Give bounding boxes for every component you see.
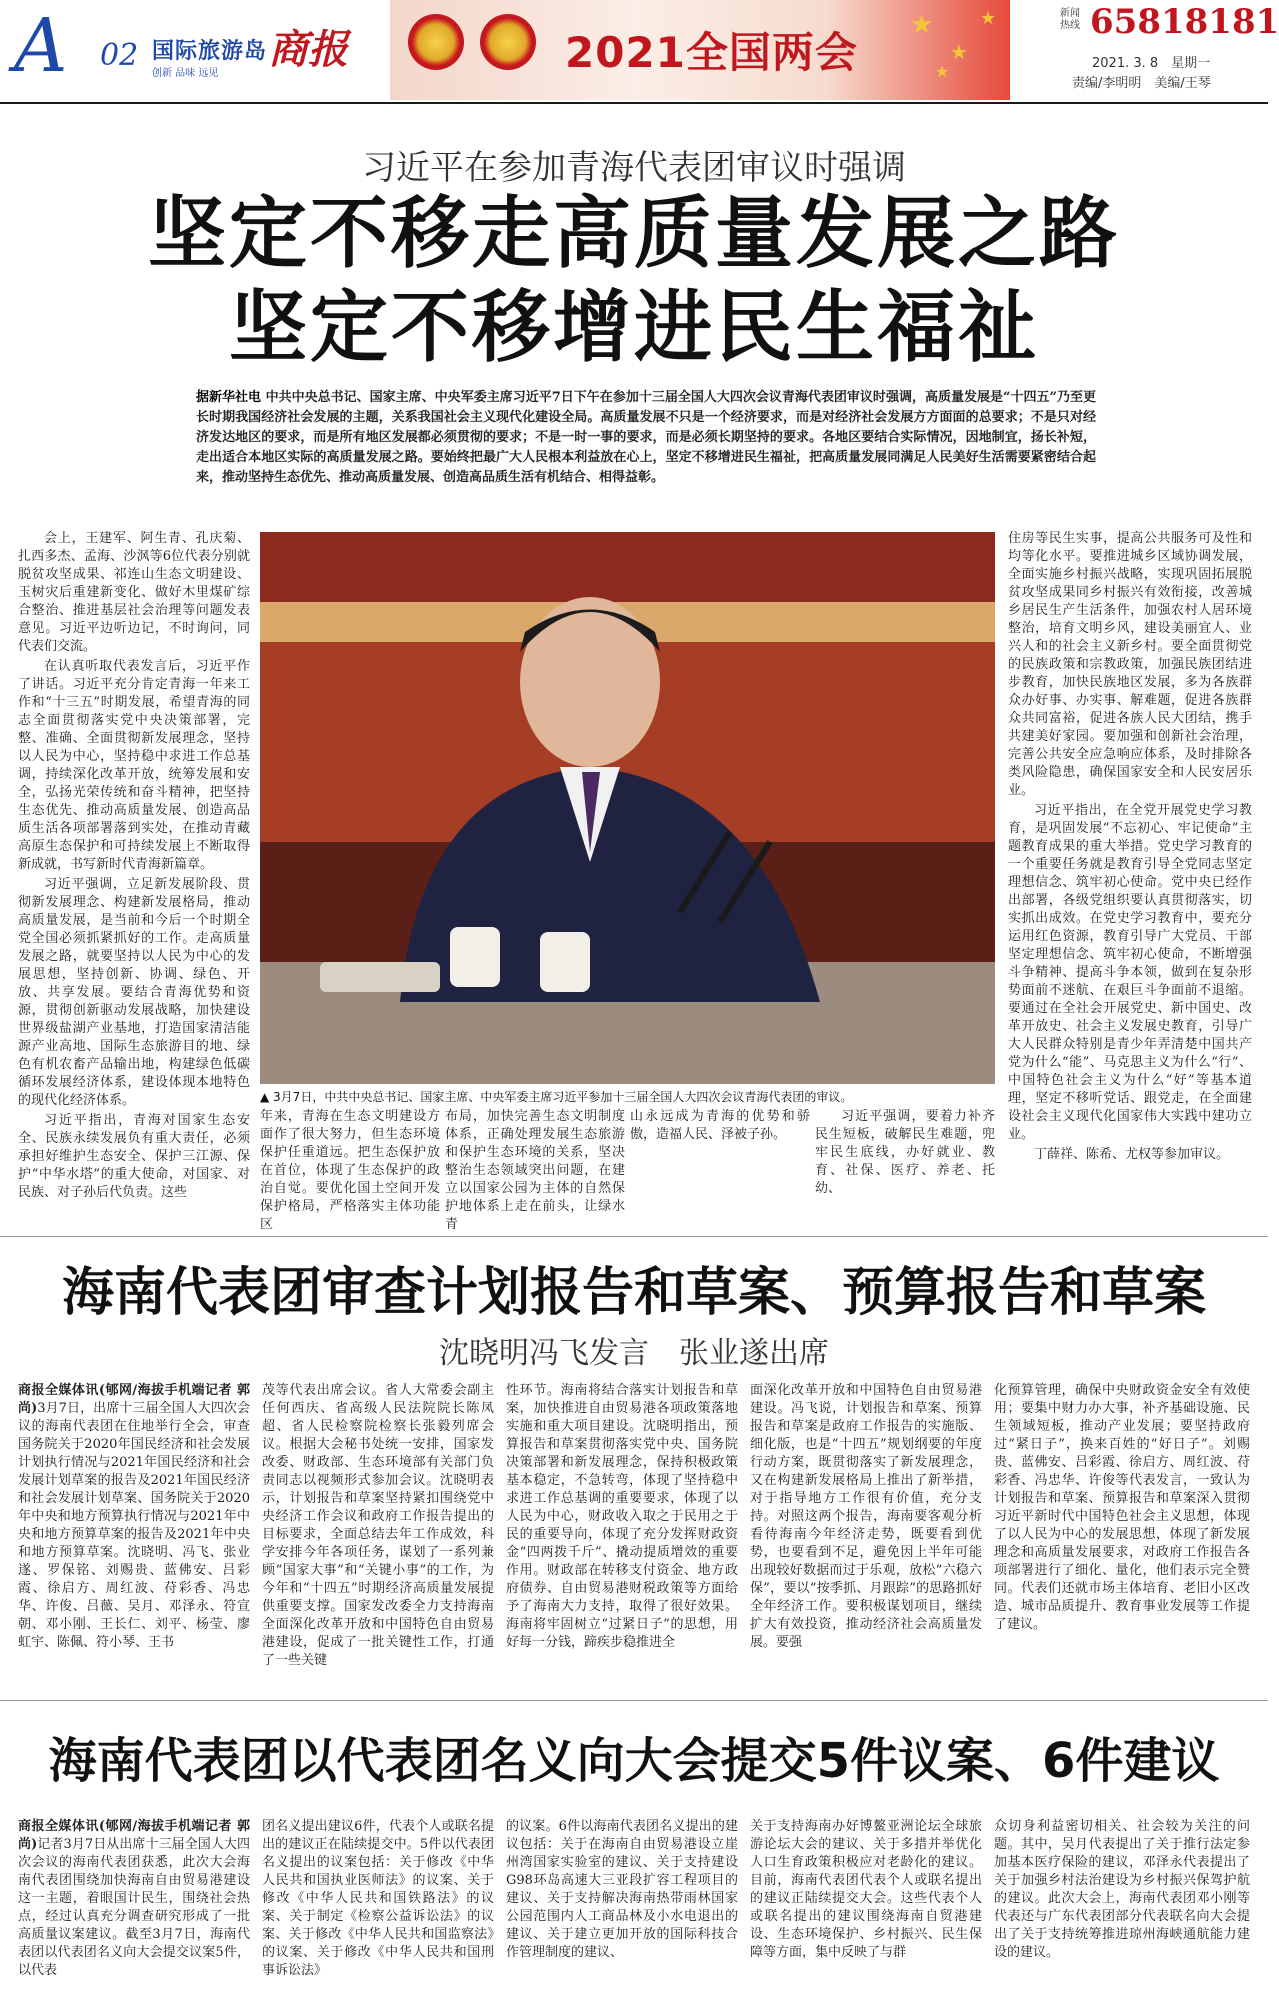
article3-title: 海南代表团以代表团名义向大会提交5件议案、6件建议 [48, 1733, 1220, 1789]
banner-title: 2021全国两会 [565, 28, 858, 77]
headline-line-1: 坚定不移走高质量发展之路 [147, 189, 1120, 279]
article1-col-b1 [260, 1108, 440, 1232]
photo-caption: ▲ 3月7日，中共中央总书记、国家主席、中央军委主席习近平参加十三届全国人大四次会议青海代表团的审议。 [260, 1090, 853, 1104]
paragraph: 面深化改革开放和中国特色自由贸易港建设。冯飞说，计划报告和草案、预算报告和草案是政府工作报告的实施版、细化版，也是“十四五”规划纲要的年度行动方案，既贯彻落实了新发展理念，又在构建新发展格局上推出了新举措，对于指导地方工作很有价值，充分支持。对照这两个报告，海南要客观分析看待海南今年经济走势，既要看到优势，也要看到不足，避免因上半年可能出现较好数据而过于乐观，放松“六稳六保”，要以“按季抓、月跟踪”的思路抓好全年经济工作。要积极谋划项目，继续扩大有效投资，推动经济社会高质量发展。要强 [750, 1383, 982, 1650]
paragraph: 3月7日，出席十三届全国人大四次会议的海南代表团在住地举行全会，审查国务院关于2020年国民经济和社会发展计划执行情况与2021年国民经济和社会发展计划草案的报告及2021年国民经济和社会发展计划草案、国务院关于2020年中央和地方预算执行情况与2021年中央和地方预算草案的报告及2021年中央和地方预算草案。沈晓明、冯飞、张业遂、罗保铭、刘赐贵、蓝佛安、吕彩霞、徐启方、周红波、苻彩香、冯忠华、许俊、吕薇、吴月、邓泽永、符宣朝、邓小刚、王长仁、刘平、杨莹、廖虹宇、陈佩、符小琴、王书 [18, 1401, 250, 1650]
article1-col-left [18, 530, 250, 1220]
headline-line-2: 坚定不移增进民生福祉 [228, 283, 1039, 373]
paragraph: 年来，青海在生态文明建设方面作了很大努力，但生态环境保护任重道远。把生态保护放在首位，体现了生态保护的政治自觉。要优化国土空间开发保护格局，严格落实主体功能区 [260, 1109, 440, 1232]
issue-date: 2021. 3. 8 星期一 [1092, 56, 1211, 71]
paragraph: 茂等代表出席会议。省人大常委会副主任何西庆、省高级人民法院院长陈凤超、省人民检察院检察长张毅列席会议。根据大会秘书处统一安排，国家发改委、财政部、生态环境部有关部门负责同志以视频形式参加会议。沈晓明表示，计划报告和草案坚持紧扣围绕党中央经济工作会议和政府工作报告提出的目标要求，全面总结去年工作成效，科学安排今年各项任务，谋划了一系列兼顾“国家大事”和“关键小事”的工作，为今年和“十四五”时期经济高质量发展提供重要支撑。国家发改委全力支持海南全面深化改革开放和中国特色自由贸易港建设，促成了一批关键性工作，打通了一些关键 [262, 1383, 494, 1668]
editor-credits: 责编/李明明 美编/王琴 [1072, 76, 1211, 91]
paper-tagline: 创新 品味 远见 [152, 68, 219, 79]
star-icon: ★ [910, 10, 934, 40]
lead-source: 据新华社电 [196, 390, 262, 405]
paragraph: 在认真听取代表发言后，习近平作了讲话。习近平充分肯定青海一年来工作和“十三五”时期发展，希望青海的同志全面贯彻落实党中央决策部署，完整、准确、全面贯彻新发展理念，坚持以人民为中心，坚持稳中求进工作总基调，持续深化改革开放，统筹发展和安全，弘扬光荣传统和奋斗精神，把坚持生态优先、推动高质量发展、创造高品质生活各项部署落到实处，在推动青藏高原生态保护和可持续发展上不断取得新成就，书写新时代青海新篇章。 [18, 659, 250, 872]
paragraph: 丁薛祥、陈希、尤权等参加审议。 [1034, 1147, 1230, 1162]
paragraph: 团名义提出建议6件，代表个人或联名提出的建议正在陆续提交中。5件以代表团名义提出的议案包括：关于修改《中华人民共和国执业医师法》的议案、关于修改《中华人民共和国铁路法》的议案、关于制定《检察公益诉讼法》的议案、关于修改《中华人民共和国监察法》的议案、关于修改《中华人民共和国刑事诉讼法》 [262, 1819, 494, 1978]
paragraph: 会上，王建军、阿生青、孔庆菊、扎西多杰、孟海、沙沨等6位代表分别就脱贫攻坚成果、祁连山生态文明建设、玉树灾后重建新变化、做好木里煤矿综合整治、推进基层社会治理等问题发表意见。习近平边听边记，不时询问，同代表们交流。 [18, 531, 250, 654]
star-icon: ★ [950, 40, 968, 64]
paragraph: 住房等民生实事，提高公共服务可及性和均等化水平。要推进城乡区域协调发展，全面实施乡村振兴战略，实现巩固拓展脱贫攻坚成果同乡村振兴有效衔接，改善城乡居民生产生活条件，加强农村人居环境整治，培育文明乡风，建设美丽宜人、业兴人和的社会主义新乡村。要全面贯彻党的民族政策和宗教政策，加强民族团结进步教育，加快民族地区发展，多为各族群众办好事、办实事、解难题，促进各族群众共同富裕，促进各族人民大团结，携手共建美好家园。要加强和创新社会治理，完善公共安全应急响应体系，及时排除各类风险隐患，确保国家安全和人民安居乐业。 [1008, 531, 1252, 798]
article1-col-right [1008, 530, 1252, 1220]
page-number: 02 [100, 38, 139, 73]
lead-paragraph [196, 388, 1096, 488]
article3-col-4 [750, 1818, 982, 1988]
section-divider [0, 1700, 1268, 1701]
article2-col-5 [994, 1382, 1250, 1687]
section-divider [0, 1236, 1268, 1237]
paragraph: 习近平指出，青海对国家生态安全、民族永续发展负有重大责任，必须承担好维护生态安全、保护三江源、保护“中华水塔”的重大使命，对国家、对民族、对子孙后代负责。这些 [18, 1113, 250, 1200]
article1-col-b4 [815, 1108, 995, 1220]
lead-text: 中共中央总书记、国家主席、中央军委主席习近平7日下午在参加十三届全国人大四次会议青海代表团审议时强调，高质量发展是“十四五”乃至更长时期我国经济社会发展的主题，关系我国社会主义现代化建设全局。高质量发展不只是一个经济要求，而是对经济社会发展方方面面的总要求；不是只对经济发达地区的要求，而是所有地区发展都必须贯彻的要求；不是一时一事的要求，而是必须长期坚持的要求。各地区要结合实际情况，因地制宜，扬长补短，走出适合本地区实际的高质量发展之路。要始终把最广大人民根本利益放在心上，坚定不移增进民生福祉，把高质量发展同满足人民美好生活需要紧密结合起来，推动坚持生态优先、推动高质量发展、创造高品质生活有机结合、相得益彰。 [196, 390, 1096, 485]
article3-col-5 [994, 1818, 1250, 1988]
article3-byline: 商报全媒体讯(郇网/海拔手机端记者 郭尚) [18, 1819, 250, 1852]
paragraph: 的议案。6件以海南代表团名义提出的建议包括：关于在海南自由贸易港设立崖州湾国家实验室的建议、关于支持建设G98环岛高速大三亚段扩容工程项目的建议、关于支持解决海南热带雨林国家公园范围内人工商品林及小水电退出的建议、关于建立更加开放的国际科技合作管理制度的建议、 [506, 1819, 738, 1960]
article2-title: 海南代表团审查计划报告和草案、预算报告和草案 [61, 1263, 1206, 1323]
paragraph: 山永远成为青海的优势和骄傲，造福人民、泽被子孙。 [630, 1109, 810, 1142]
paragraph: 化预算管理，确保中央财政资金安全有效使用；要集中财力办大事，补齐基础设施、民生领域短板，推动产业发展；要坚持政府过“紧日子”，换来百姓的“好日子”。刘赐贵、蓝佛安、吕彩霞、徐启方、周红波、苻彩香、冯忠华、许俊等代表发言，一致认为计划报告和草案、预算报告和草案深入贯彻习近平新时代中国特色社会主义思想，体现了以人民为中心的发展思想，体现了新发展理念和高质量发展要求，对政府工作报告各项部署进行了细化、量化，他们表示完全赞同。代表们还就市场主体培育、老旧小区改造、城市品质提升、教育事业发展等工作提了建议。 [994, 1383, 1250, 1632]
paragraph: 性环节。海南将结合落实计划报告和草案，加快推进自由贸易港各项政策落地实施和重大项目建设。沈晓明指出，预算报告和草案贯彻落实党中央、国务院决策部署和新发展理念，保持积极政策基本稳定，不急转弯，体现了坚持稳中求进工作总基调的重要要求，体现了以人民为中心，财政收入取之于民用之于民的重要导向，体现了充分发挥财政资金“四两拨千斤”、撬动提质增效的重要作用。财政部在转移支付资金、地方政府债券、自由贸易港财税政策等方面给予了海南大力支持，取得了很好效果。海南将牢固树立“过紧日子”的思想，用好每一分钱，蹄疾步稳推进全 [506, 1383, 738, 1650]
article2-col-1 [18, 1382, 250, 1687]
cppcc-emblem-icon [480, 14, 536, 70]
article3-col-3 [506, 1818, 738, 1988]
national-emblem-icon [408, 14, 464, 70]
article2-col-3 [506, 1382, 738, 1687]
paragraph: 布局，加快完善生态文明制度体系，正确处理发展生态旅游和保护生态环境的关系，坚决整治生态领域突出问题，在建立以国家公园为主体的自然保护地体系上走在前头，让绿水青 [445, 1109, 625, 1232]
article2-byline: 商报全媒体讯(郇网/海拔手机端记者 郭尚) [18, 1383, 250, 1416]
two-sessions-banner [390, 0, 1010, 100]
paragraph: 关于支持海南办好博鳌亚洲论坛全球旅游论坛大会的建议、关于多措并举优化人口生育政策积极应对老龄化的建议。目前，海南代表团代表个人或联名提出的建议正陆续提交大会。这些代表个人或联名提出的建议围绕海南自贸港建设、生态环境保护、乡村振兴、民生保障等方面，集中反映了与群 [750, 1819, 982, 1960]
masthead-divider [0, 102, 1268, 104]
star-icon: ★ [935, 62, 950, 81]
paragraph: 习近平指出，在全党开展党史学习教育，是巩固发展“不忘初心、牢记使命”主题教育成果的重大举措。党史学习教育的一个重要任务就是教育引导全党同志坚定理想信念、筑牢初心使命。党中央已经作出部署，各级党组织要认真贯彻落实，切实抓出成效。在党史学习教育中，要充分运用红色资源，教育引导广大党员、干部坚定理想信念、筑牢初心使命，不断增强斗争精神、提高斗争本领，做到在复杂形势面前不迷航、在艰巨斗争面前不退缩。要通过在全社会开展党史、新中国史、改革开放史、社会主义发展史教育，引导广大人民群众特别是青少年弄清楚中国共产党为什么“能”、马克思主义为什么“行”、中国特色社会主义为什么“好”等基本道理，坚定不移听党话、跟党走，在全面建设社会主义现代化国家伟大实践中建功立业。 [1008, 803, 1252, 1142]
paper-name-script: 商报 [268, 26, 348, 73]
article3-col-2 [262, 1818, 494, 1988]
paragraph: 众切身利益密切相关、社会较为关注的问题。其中，吴月代表提出了关于推行法定参加基本医疗保险的建议，邓泽永代表提出了关于加强乡村法治建设为乡村振兴保驾护航的建议。此次大会上，海南代表团邓小刚等代表还与广东代表团部分代表联名向大会提出了关于支持统筹推进琼州海峡通航能力建设的建议。 [994, 1819, 1250, 1960]
masthead [0, 0, 1279, 100]
article1-col-b3 [630, 1108, 810, 1220]
article2-col-4 [750, 1382, 982, 1687]
hotline-number: 65818181 [1090, 2, 1279, 42]
hotline-label: 新闻热线 [1060, 8, 1080, 31]
paragraph: 记者3月7日从出席十三届全国人大四次会议的海南代表团获悉，此次大会海南代表团围绕加快海南自由贸易港建设这一主题，着眼国计民生，围绕社会热点，经过认真充分调查研究形成了一批高质量议案建议。截至3月7日，海南代表团以代表团名义向大会提交议案5件，以代表 [18, 1837, 251, 1978]
lead-photo [260, 532, 995, 1084]
paragraph: 习近平强调，要着力补齐民生短板，破解民生难题，兜牢民生底线，办好就业、教育、社保、医疗、养老、托幼、 [815, 1109, 995, 1196]
article2-subtitle: 沈晓明冯飞发言 张业遂出席 [439, 1336, 829, 1371]
photo-illustration [260, 532, 995, 1084]
article3-col-1 [18, 1818, 250, 1988]
paragraph: 习近平强调，立足新发展阶段、贯彻新发展理念、构建新发展格局，推动高质量发展，是当前和今后一个时期全党全国必须抓紧抓好的工作。走高质量发展之路，就要坚持以人民为中心的发展思想，坚持创新、协调、绿色、开放、共享发展。要结合青海优势和资源，贯彻创新驱动发展战略，加快建设世界级盐湖产业基地，打造国家清洁能源产业高地、国际生态旅游目的地、绿色有机农畜产品输出地，构建绿色低碳循环发展经济体系，建设体现本地特色的现代化经济体系。 [18, 877, 250, 1108]
article-kicker: 习近平在参加青海代表团审议时强调 [362, 148, 906, 188]
star-icon: ★ [980, 8, 997, 29]
paper-name: 国际旅游岛 [152, 39, 268, 64]
article2-col-2 [262, 1382, 494, 1687]
article1-col-b2 [445, 1108, 625, 1232]
paper-logo-letter: A [14, 3, 68, 89]
